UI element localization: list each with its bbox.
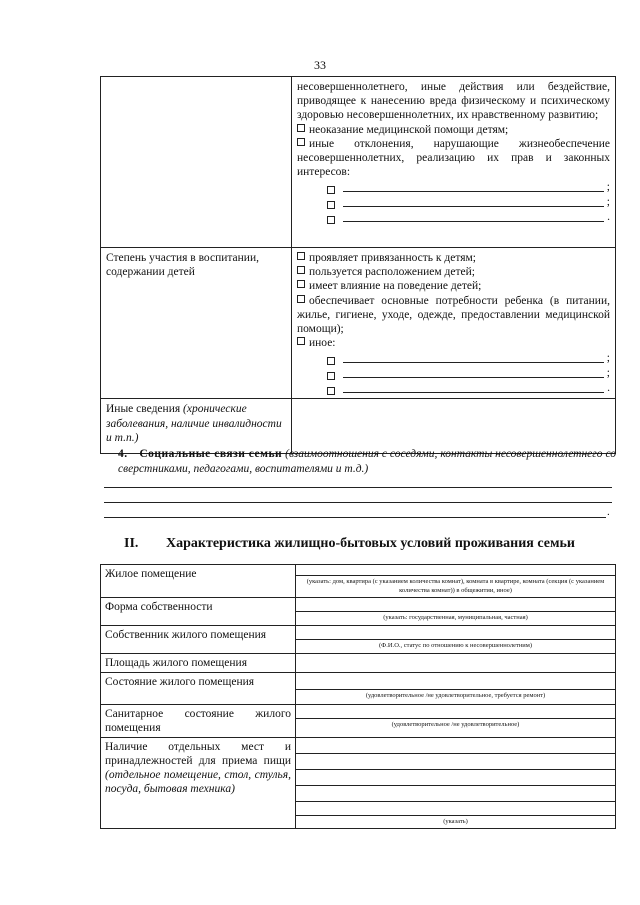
end-punct: . [607,506,610,518]
fill-line[interactable]: . [297,381,610,395]
table-row [101,673,616,705]
other-info-label: Иные сведения (хронические заболевания, наличие инвалидности и т.п.) [101,399,292,454]
owner-value[interactable]: (Ф.И.О., статус по отношению к несовершеннолетним) [296,626,616,654]
option-medical: неоказание медицинской помощи детям; [297,123,610,137]
checkbox-icon[interactable] [327,372,335,380]
section4-heading: 4. Социальные связи семьи (взаимоотношения с соседями, контакты несовершеннолетнего со сверстниками, педагогами, воспитателями и т.д.) [118,448,617,475]
condition-label: Состояние жилого помещения [101,673,296,705]
area-label: Площадь жилого помещения [101,654,296,673]
fill-line[interactable]: ; [297,180,610,194]
table-row [101,705,616,738]
condition-value[interactable]: (удовлетворительное /не удовлетворительное, требуется ремонт) [296,673,616,705]
table-row [101,738,616,829]
checkbox-icon[interactable] [297,266,305,274]
other-info-value[interactable] [292,399,616,454]
fill-line[interactable] [104,502,612,503]
area-value[interactable] [296,654,616,673]
participation-options [292,248,616,399]
checkbox-icon[interactable] [297,295,305,303]
participation-option: пользуется расположением детей; [297,265,610,279]
table-row [101,565,616,598]
checkbox-icon[interactable] [297,337,305,345]
housing-table [100,564,616,829]
fill-line[interactable] [104,517,606,518]
empty-left-cell [101,77,292,248]
checkbox-icon[interactable] [297,138,305,146]
table-row [101,248,616,399]
owner-label: Собственник жилого помещения [101,626,296,654]
participation-label: Степень участия в воспитании, содержании детей [101,248,292,399]
checkbox-icon[interactable] [327,387,335,395]
neglect-paragraph: несовершеннолетнего, иные действия или бездействие, приводящее к нанесению вреда физическому и психическому здоровью несовершеннолетних, их нравственному развитию; [297,81,610,122]
option-other-deviations: иные отклонения, нарушающие жизнеобеспечение несовершеннолетних, реализацию их прав и законных интересов: [297,137,610,179]
fill-line[interactable]: ; [297,351,610,365]
ownership-value[interactable]: (указать: государственная, муниципальная, частная) [296,598,616,626]
table-row [101,77,616,248]
participation-option: имеет влияние на поведение детей; [297,279,610,293]
table-row [101,626,616,654]
checkbox-icon[interactable] [327,186,335,194]
checkbox-icon[interactable] [327,201,335,209]
table-row [101,399,616,454]
housing-type-label: Жилое помещение [101,565,296,598]
checkbox-icon[interactable] [297,124,305,132]
neglect-forms-cell [292,77,616,248]
sanitary-label: Санитарное состояние жилого помещения [101,705,296,738]
ownership-label: Форма собственности [101,598,296,626]
fill-line[interactable]: ; [297,195,610,209]
checkbox-icon[interactable] [297,252,305,260]
fill-line[interactable] [104,487,612,488]
fill-line[interactable]: ; [297,366,610,380]
table-row [101,654,616,673]
participation-option: проявляет привязанность к детям; [297,251,610,265]
page-number: 33 [314,58,326,72]
table-row [101,598,616,626]
sanitary-value[interactable]: (удовлетворительное /не удовлетворительное) [296,705,616,738]
fill-line[interactable]: . [297,210,610,224]
housing-type-value[interactable]: (указать: дом, квартира (с указанием количества комнат), комната в квартире, комната (секция (с указанием количества комнат)) в общежитии, иное) [296,565,616,598]
participation-option: обеспечивает основные потребности ребенка (в питании, жилье, гигиене, уходе, одежде, предоставлении медицинской помощи); [297,294,610,336]
section2-heading: II. Характеристика жилищно-бытовых условий проживания семьи [124,536,575,551]
participation-option: иное: [297,336,610,350]
dining-value[interactable]: (указать) [296,738,616,829]
checkbox-icon[interactable] [327,216,335,224]
dining-label: Наличие отдельных мест и принадлежностей для приема пищи (отдельное помещение, стол, стулья, посуда, бытовая техника) [101,738,296,829]
checkbox-icon[interactable] [297,280,305,288]
checkbox-icon[interactable] [327,357,335,365]
family-info-table [100,76,616,454]
